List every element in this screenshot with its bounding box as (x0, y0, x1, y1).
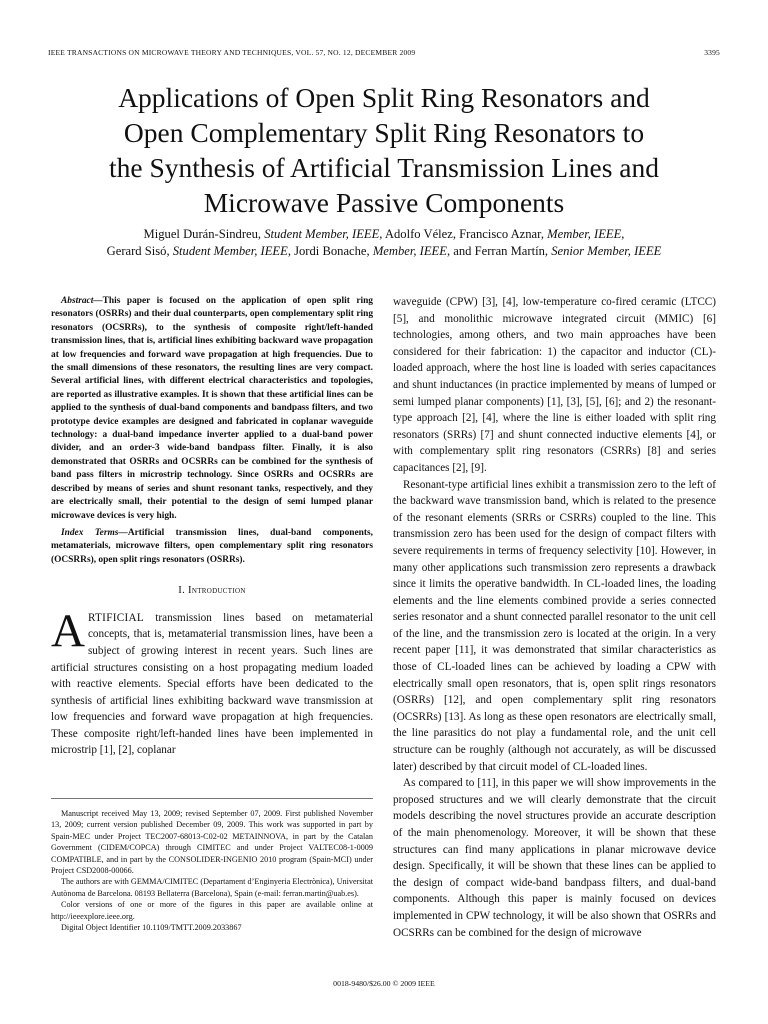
page-number: 3395 (704, 48, 720, 57)
title-line-1: Applications of Open Split Ring Resonators and (118, 82, 650, 113)
author-membership: Student Member, IEEE (264, 227, 380, 241)
paper-title (36, 80, 732, 220)
author-name: Miguel Durán-Sindreu (143, 227, 258, 241)
drop-cap: A (51, 604, 85, 657)
footnote (51, 808, 373, 933)
body-paragraph: As compared to [11], in this paper we will show improvements in the proposed structures and we will clearly demonstrate that the circuit models describing the novel structures provide an accurate description of the main phenomenology. Moreover, it will be shown that these structures can find many applications in planar microwave device design. Specifically, it will be shown that these lines can be applied to the design of compact wide-band bandpass filters, and dual-band components. Although this paper is mainly focused on devices implemented in CPW technology, it will be also shown that OSRRs and OCSRRs can be combined for the design of microwave (393, 777, 716, 939)
intro-paragraph (51, 604, 373, 759)
body-paragraph: Resonant-type artificial lines exhibit a transmission zero to the left of the backward wave transmission band, which is related to the presence of the resonant elements (SRRs or CSRRs) coupled to the line. This transmission zero has been used for the design of compact filters with severe requirements in terms of frequency selectivity [10]. However, in many other applications such transmission zero represents a drawback since it limits the operative bandwidth. In CL-loaded lines, the loading elements and the line elements combined provide a series connected series resonator and a shunt connected parallel resonator to the unit cell of the line, and the transmission zero is located at the origin. In a very recent paper [11], it was demonstrated that similar characteristics as those of CL-loaded lines can be achieved by loading a CPW with electrically small open resonators, that is, open split rings resonators (OSRRs) [12], and open complementary split ring resonators (OCSRRs) [13]. As long as these open resonators are electrically small, the line parasitics do not play a fundamental role, and the unit cell structure can be roughly (although not accurately, as will be discussed later) described by that circuit model of CL-loaded lines. (393, 478, 716, 773)
section-heading: I. Introduction (178, 585, 246, 597)
author-line-2: Gerard Sisó, Student Member, IEEE, Jordi Bonache, Member, IEEE, and Ferran Martín, Senior Member, IEEE (106, 244, 662, 258)
author-name: Gerard Sisó (106, 244, 167, 258)
footnote-doi: Digital Object Identifier 10.1109/TMTT.2009.2033867 (61, 923, 242, 933)
abstract (51, 295, 373, 523)
abstract-text: This paper is focused on the application of open split ring resonators (OSRRs) and their dual counterparts, open complementary split ring resonators (OCSRRs), to the synthesis of composite right/left-handed transmission lines, that is, artificial lines exhibiting backward wave propagation at low frequencies and forward wave propagation at high frequencies. Due to the small dimensions of these resonators, the resulting lines are very compact. Several artificial lines, with different electrical characteristics and topologies, are reported as illustrative examples. It is shown that these artificial lines can be applied to the synthesis of dual-band components and bandpass filters, and two prototype device examples are designed and fabricated in coplanar waveguide technology: a dual-band impedance inverter applied to a dual-band power divider, and an order-3 wide-band bandpass filter. Finally, it is also demonstrated that OSRRs and OCSRRs can be combined for the synthesis of band pass filters in microstrip technology. Since OSRRs and OCSRRs are described by means of series and shunt resonant tanks, respectively, and they are electrically small, their potential to the design of semi lumped planar microwave devices is very high. (51, 296, 373, 521)
running-header (48, 48, 720, 60)
author-name: Ferran Martín (474, 244, 545, 258)
title-line-2: Open Complementary Split Ring Resonators to (123, 117, 645, 148)
author-name: Adolfo Vélez (384, 227, 453, 241)
body-paragraph: waveguide (CPW) [3], [4], low-temperature co-fired ceramic (LTCC) [5], and monolithic microwave integrated circuit (MMIC) [6] technologies, among others, and two main approaches have been considered for their fabrication: 1) the capacitor and inductor (CL)-loaded approach, where the host line is loaded with series capacitances and shunt inductances (in practice implemented by means of lumped or semi lumped planar components) [1], [3], [5], [6]; and 2) the resonant-type approach [2], [4], where the line is either loaded with split ring resonators (SRRs) [7] and shunt connected inductive elements [4], or with complementary split ring resonators (CSRRs) [8] and series capacitances [2], [9]. (393, 296, 716, 474)
index-terms-text: Artificial transmission lines, dual-band components, metamaterials, microwave filters, open complementary split ring resonators (OCSRRs), open split rings resonators (OSRRs). (51, 527, 373, 565)
index-terms (51, 527, 373, 567)
footnote-manuscript: Manuscript received May 13, 2009; revised September 07, 2009. First published November 13, 2009; current version published December 09, 2009. This work was supported in part by Spain-MEC under Project TEC2007-68013-C02-02 METAINNOVA, in part by the Catalan Government (CIDEM/COPCA) through CIMITEC and under Project VALTEC08-1-0009 COMPATIBLE, and in part by the CONSOLIDER-INGENIO 2010 program (Spain-MCI) under Project CSD2008-00066. (51, 809, 373, 876)
intro-text: transmission lines based on metamaterial concepts, that is, metamaterial transmission lines, have been a subject of growing interest in recent years. Such lines are artificial structures consisting on a host propagating medium loaded with reactive elements. Special efforts have been dedicated to the synthesis of artificial lines exhibiting backward wave transmission at low frequencies and forward wave propagation at high frequencies. These composite right/left-handed lines have been implemented in microstrip [1], [2], coplanar (51, 611, 373, 757)
left-column (51, 295, 373, 759)
author-name: Jordi Bonache (294, 244, 367, 258)
footnote-affiliation: The authors are with GEMMA/CIMITEC (Departament d’Enginyeria Electrònica), Universitat Autònoma de Barcelona. 08193 Bellaterra (Barcelona), Spain (e-mail: ferran.martin@uab.es). (51, 877, 373, 898)
title-line-4: Microwave Passive Components (203, 187, 565, 218)
author-membership: Student Member, IEEE (172, 244, 288, 258)
intro-first-word: RTIFICIAL (87, 611, 145, 624)
journal-header: IEEE TRANSACTIONS ON MICROWAVE THEORY AND TECHNIQUES, VOL. 57, NO. 12, DECEMBER 2009 (48, 48, 416, 57)
abstract-label: Abstract— (61, 296, 103, 306)
index-terms-label: Index Terms— (61, 527, 128, 538)
footnote-divider (51, 798, 373, 799)
author-list (36, 226, 732, 260)
author-line-1: Miguel Durán-Sindreu, Student Member, IEEE, Adolfo Vélez, Francisco Aznar, Member, IEEE, (143, 227, 625, 241)
author-membership: Member, IEEE (547, 227, 622, 241)
footnote-color-note: Color versions of one or more of the figures in this paper are available online at http://ieeexplore.ieee.org. (51, 900, 373, 921)
author-membership: Senior Member, IEEE (551, 244, 662, 258)
section-title: Introduction (188, 585, 246, 597)
author-name: Francisco Aznar (459, 227, 541, 241)
author-membership: Member, IEEE (372, 244, 447, 258)
title-line-3: the Synthesis of Artificial Transmission Lines and (109, 152, 659, 183)
right-column (393, 294, 716, 941)
copyright-line: 0018-9480/$26.00 © 2009 IEEE (333, 979, 435, 988)
